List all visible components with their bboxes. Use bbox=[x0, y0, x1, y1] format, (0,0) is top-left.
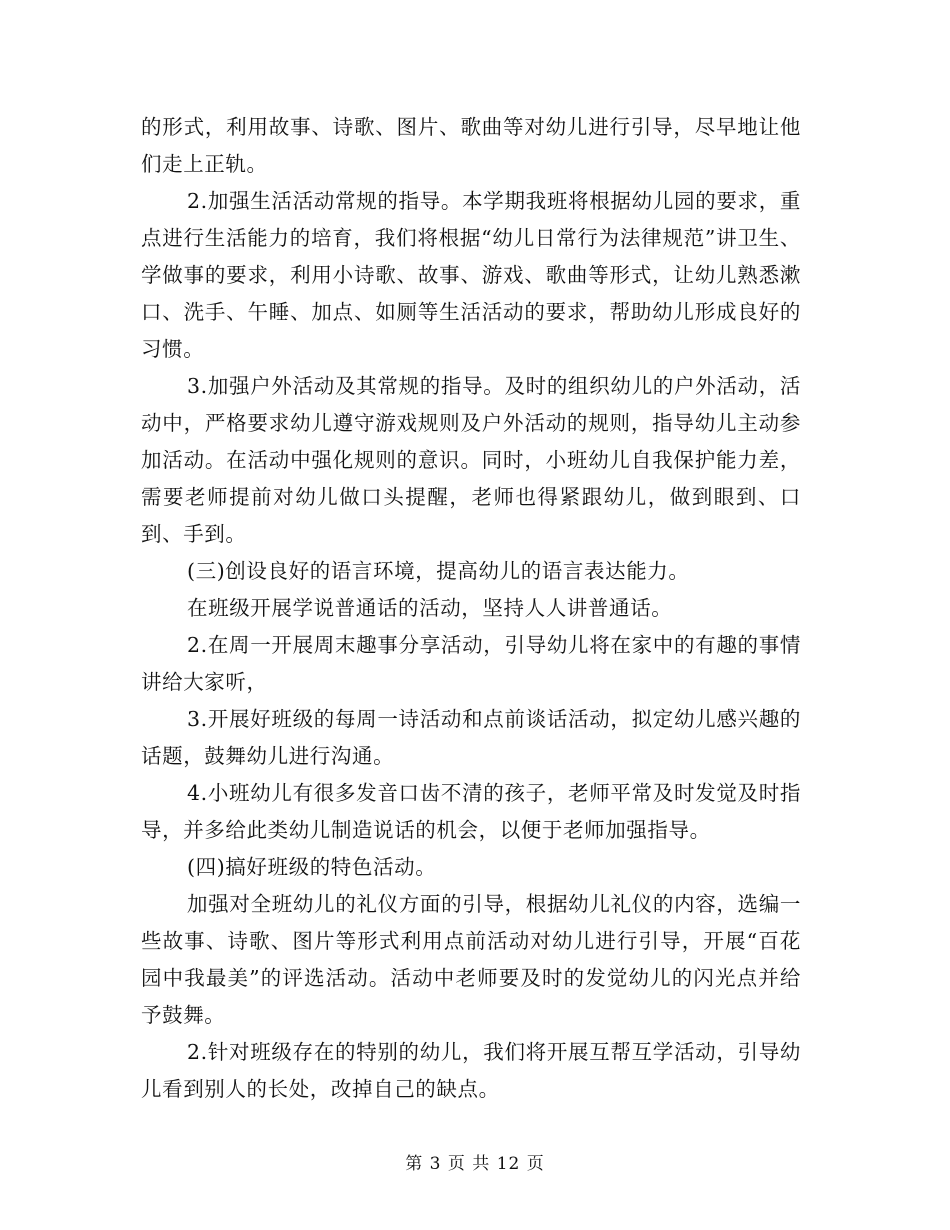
section-heading-4: (四)搞好班级的特色活动。 bbox=[187, 855, 437, 879]
paragraph-5: 在班级开展学说普通话的活动，坚持人人讲普通话。 bbox=[187, 596, 673, 620]
paragraph-7: 3.开展好班级的每周一诗活动和点前谈话活动，拟定幼儿感兴趣的话题，鼓舞幼儿进行沟通。 bbox=[141, 707, 801, 768]
paragraph-10: 加强对全班幼儿的礼仪方面的引导，根据幼儿礼仪的内容，选编一些故事、诗歌、图片等形式利用点前活动对幼儿进行引导，开展“百花园中我最美”的评选活动。活动中老师要及时的发觉幼儿的闪光点并给予鼓舞。 bbox=[141, 892, 801, 1027]
page-number-footer: 第 3 页 共 12 页 bbox=[405, 1154, 545, 1174]
paragraph-1: 的形式，利用故事、诗歌、图片、歌曲等对幼儿进行引导，尽早地让他们走上正轨。 bbox=[141, 115, 801, 176]
paragraph-8: 4.小班幼儿有很多发音口齿不清的孩子，老师平常及时发觉及时指导，并多给此类幼儿制造说话的机会，以便于老师加强指导。 bbox=[141, 781, 801, 842]
paragraph-11: 2.针对班级存在的特别的幼儿，我们将开展互帮互学活动，引导幼儿看到别人的长处，改掉自己的缺点。 bbox=[141, 1040, 801, 1101]
body-text bbox=[141, 109, 801, 1108]
paragraph-2: 2.加强生活活动常规的指导。本学期我班将根据幼儿园的要求，重点进行生活能力的培育，我们将根据“幼儿日常行为法律规范”讲卫生、学做事的要求，利用小诗歌、故事、游戏、歌曲等形式，让幼儿熟悉漱口、洗手、午睡、加点、如厕等生活活动的要求，帮助幼儿形成良好的习惯。 bbox=[141, 189, 801, 361]
paragraph-6: 2.在周一开展周末趣事分享活动，引导幼儿将在家中的有趣的事情讲给大家听， bbox=[141, 633, 801, 694]
paragraph-3: 3.加强户外活动及其常规的指导。及时的组织幼儿的户外活动，活动中，严格要求幼儿遵守游戏规则及户外活动的规则，指导幼儿主动参加活动。在活动中强化规则的意识。同时，小班幼儿自我保护能力差，需要老师提前对幼儿做口头提醒，老师也得紧跟幼儿，做到眼到、口到、手到。 bbox=[141, 374, 801, 546]
section-heading-3: (三)创设良好的语言环境，提高幼儿的语言表达能力。 bbox=[187, 559, 690, 583]
